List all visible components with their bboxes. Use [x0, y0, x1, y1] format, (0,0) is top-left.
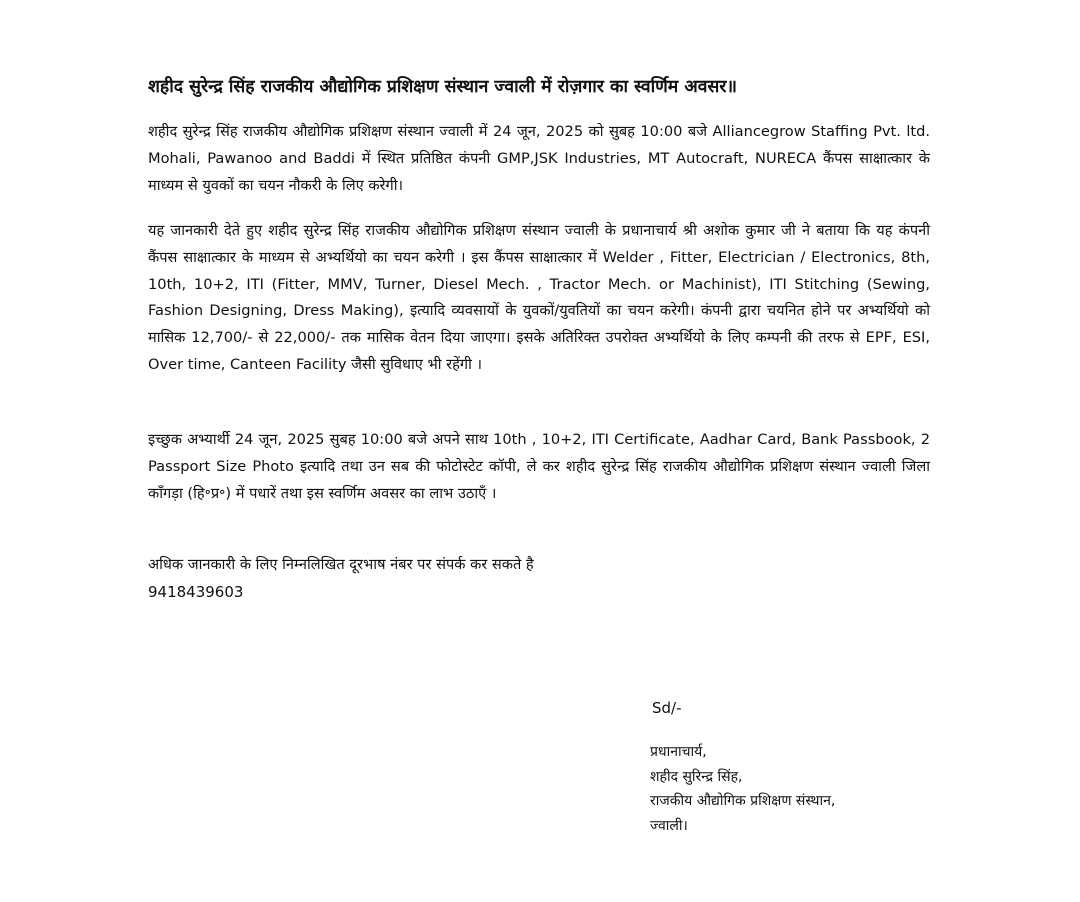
paragraph-details: यह जानकारी देते हुए शहीद सुरेन्द्र सिंह राजकीय औद्योगिक प्रशिक्षण संस्थान ज्वाली के प्रधानाचार्य श्री अशोक कुमार जी ने बताया कि यह कंपनी कैंपस साक्षात्कार के माध्यम से अभ्यर्थियो का चयन करेगी । इस कैंपस साक्षात्कार में Welder , Fitter, Electrician / Electronics, 8th, 10th, 10+2, ITI (Fitter, MMV, Turner, Diesel Mech. , Tractor Mech. or Machinist), ITI Stitching (Sewing, Fashion Designing, Dress Making), इत्यादि व्यवसायों के युवकों/युवतियों का चयन करेगी। कंपनी द्वारा चयनित होने पर अभ्यर्थियो को मासिक 12,700/- से 22,000/- तक मासिक वेतन दिया जाएगा। इसके अतिरिक्त उपरोक्त अभ्यर्थियो के लिए कम्पनी की तरफ से EPF, ESI, Over time, Canteen Facility जैसी सुविधाए भी रहेंगी ।: [148, 222, 930, 373]
signature-line: ज्वाली।: [650, 817, 688, 834]
signature-line: शहीद सुरिन्द्र सिंह,: [650, 768, 743, 785]
paragraph-instructions: इच्छुक अभ्यार्थी 24 जून, 2025 सुबह 10:00 बजे अपने साथ 10th , 10+2, ITI Certificate, Aadhar Card, Bank Passbook, 2 Passport Size Photo इत्यादि तथा उन सब की फोटोस्टेट कॉपी, ले कर शहीद सुरेन्द्र सिंह राजकीय औद्योगिक प्रशिक्षण संस्थान ज्वाली जिला कॉंगड़ा (हि॰प्र॰) में पधारें तथा इस स्वर्णिम अवसर का लाभ उठाएँ ।: [148, 431, 930, 502]
contact-phone: 9418439603: [148, 583, 244, 601]
signature-line: राजकीय औद्योगिक प्रशिक्षण संस्थान,: [650, 793, 836, 809]
signature-line: प्रधानाचार्य,: [650, 744, 707, 760]
document-title: शहीद सुरेन्द्र सिंह राजकीय औद्योगिक प्रशिक्षण संस्थान ज्वाली में रोज़गार का स्वर्णिम अवसर॥: [148, 77, 737, 97]
paragraph-intro: शहीद सुरेन्द्र सिंह राजकीय औद्योगिक प्रशिक्षण संस्थान ज्वाली में 24 जून, 2025 को सुबह 10:00 बजे Alliancegrow Staffing Pvt. ltd. Mohali, Pawanoo and Baddi में स्थित प्रतिष्ठित कंपनी GMP,JSK Industries, MT Autocraft, NURECA कैंपस साक्षात्कार के माध्यम से युवकों का चयन नौकरी के लिए करेगी।: [148, 123, 930, 194]
signature-block: [650, 740, 835, 838]
paragraph-contact: अधिक जानकारी के लिए निम्नलिखित दूरभाष नंबर पर संपर्क कर सकते है: [148, 556, 534, 573]
signature-mark: Sd/-: [652, 699, 682, 717]
